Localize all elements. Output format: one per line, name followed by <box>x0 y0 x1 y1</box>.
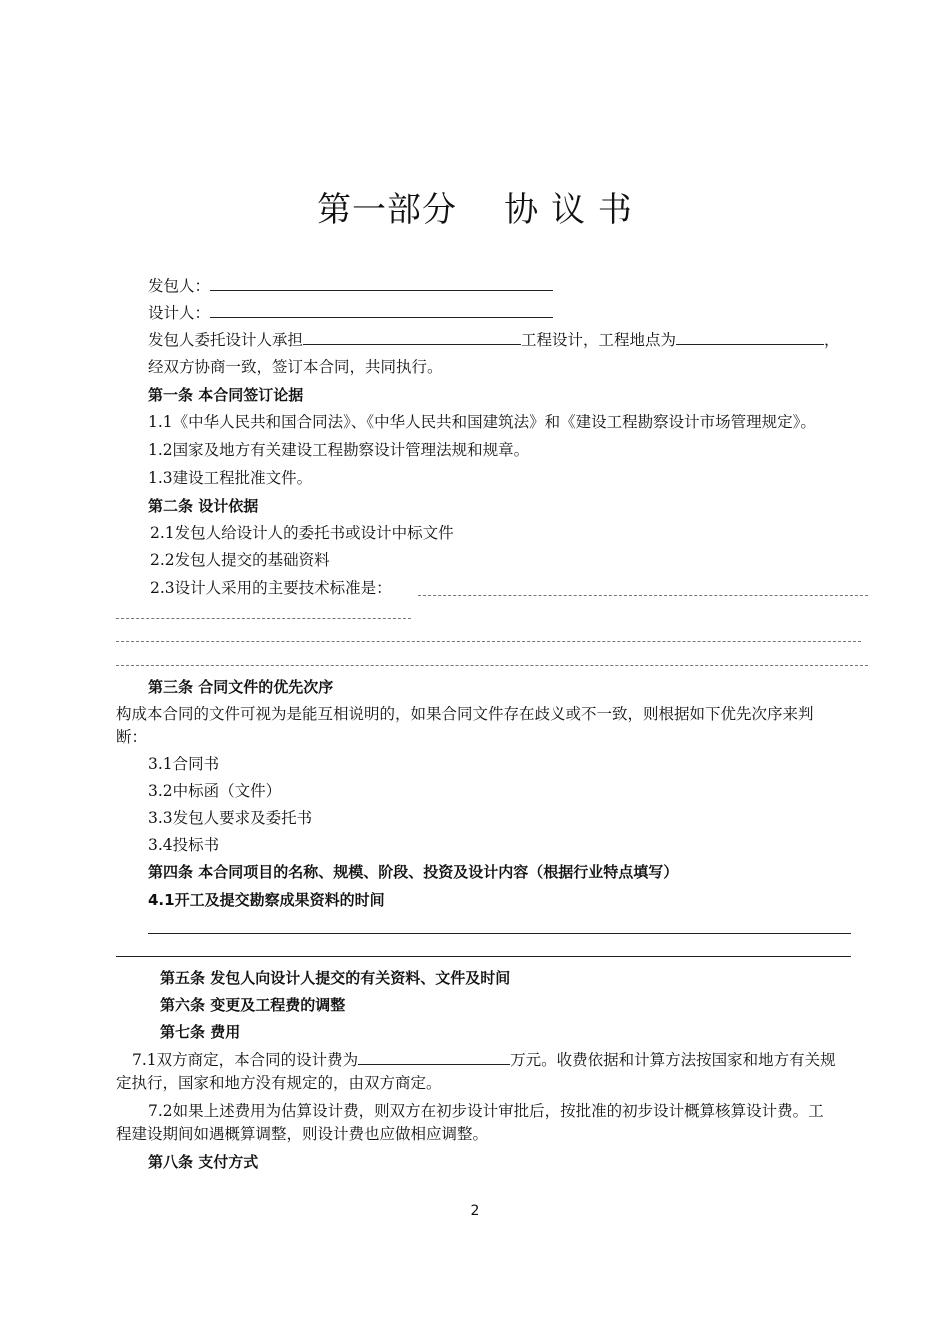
fee-suffix: 万元。收费依据和计算方法按国家和地方有关规 <box>510 1051 836 1069</box>
page-title: 第一部分 协 议 书 <box>317 190 633 230</box>
art8-heading: 第八条 支付方式 <box>148 1153 259 1171</box>
standards-blank <box>116 665 868 666</box>
art7-fee-cont: 定执行，国家和地方没有规定的，由双方商定。 <box>116 1074 442 1092</box>
art4-blank-line <box>116 956 851 957</box>
designer-line <box>148 303 553 323</box>
employer-line <box>148 276 553 296</box>
art1-item: 1.2国家及地方有关建设工程勘察设计管理法规和规章。 <box>148 441 530 459</box>
art3-item: 3.2中标函（文件） <box>148 782 282 800</box>
standards-blank <box>116 618 411 619</box>
art3-intro: 构成本合同的文件可视为是能互相说明的，如果合同文件存在歧义或不一致，则根据如下优先次序来判 <box>116 705 814 723</box>
designer-blank <box>210 303 553 318</box>
employer-label: 发包人： <box>148 277 211 295</box>
project-name-blank <box>303 330 521 345</box>
art1-heading: 第一条 本合同签订论据 <box>148 386 304 404</box>
art7-estimate-cont: 程建设期间如遇概算调整，则设计费也应做相应调整。 <box>116 1125 489 1143</box>
art2-heading: 第二条 设计依据 <box>148 497 259 515</box>
art3-item: 3.3发包人要求及委托书 <box>148 809 313 827</box>
art3-intro-cont: 断： <box>116 728 148 746</box>
art2-item: 2.3设计人采用的主要技术标准是： <box>150 579 392 597</box>
fee-amount-blank <box>358 1050 510 1065</box>
agreement-text: 经双方协商一致，签订本合同，共同执行。 <box>148 358 443 376</box>
art3-item: 3.1合同书 <box>148 755 220 773</box>
standards-blank <box>116 641 861 642</box>
employer-blank <box>210 276 553 291</box>
designer-label: 设计人： <box>148 304 211 322</box>
art3-item: 3.4投标书 <box>148 836 220 854</box>
art2-item: 2.2发包人提交的基础资料 <box>150 551 330 569</box>
entrust-mid: 工程设计，工程地点为 <box>521 331 677 349</box>
art5-heading: 第五条 发包人向设计人提交的有关资料、文件及时间 <box>160 969 511 987</box>
art1-item: 1.1《中华人民共和国合同法》、《中华人民共和国建筑法》和《建设工程勘察设计市场管理规定》。 <box>148 413 816 431</box>
art7-fee-line <box>132 1050 836 1070</box>
standards-blank <box>418 595 868 596</box>
page-number: 2 <box>470 1203 480 1219</box>
art3-heading: 第三条 合同文件的优先次序 <box>148 678 334 696</box>
art4-heading: 第四条 本合同项目的名称、规模、阶段、投资及设计内容（根据行业特点填写） <box>148 863 679 881</box>
fee-prefix: 7.1双方商定，本合同的设计费为 <box>132 1051 359 1069</box>
art4-subheading: 4.1开工及提交勘察成果资料的时间 <box>148 891 385 909</box>
project-location-blank <box>676 330 824 345</box>
art7-estimate: 7.2如果上述费用为估算设计费，则双方在初步设计审批后，按批准的初步设计概算核算设计费。工 <box>148 1102 824 1120</box>
art4-blank-line <box>148 933 851 934</box>
art2-item: 2.1发包人给设计人的委托书或设计中标文件 <box>150 524 454 542</box>
art6-heading: 第六条 变更及工程费的调整 <box>160 996 346 1014</box>
art1-item: 1.3建设工程批准文件。 <box>148 469 313 487</box>
entrust-line <box>148 330 840 350</box>
entrust-prefix: 发包人委托设计人承担 <box>148 331 304 349</box>
entrust-end: ， <box>824 331 840 349</box>
art7-heading: 第七条 费用 <box>160 1023 241 1041</box>
